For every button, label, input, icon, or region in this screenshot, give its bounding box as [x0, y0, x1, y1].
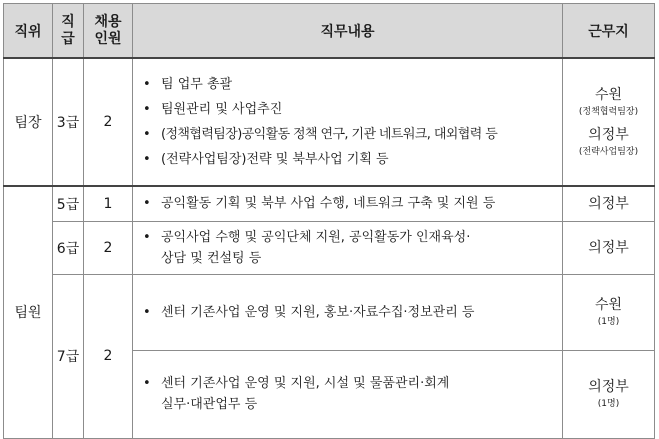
duties-5	[133, 186, 563, 221]
duties-list	[143, 373, 562, 415]
location-name: 의정부	[588, 239, 629, 256]
location-name: 수원	[594, 87, 623, 103]
duties-7b	[133, 350, 563, 438]
location-leader	[563, 58, 655, 186]
count-5: 1	[84, 186, 133, 221]
location-note: (1명)	[597, 317, 620, 327]
header-grade	[53, 4, 84, 59]
header-grade-line2: 급	[61, 30, 75, 47]
location-name: 의정부	[588, 127, 629, 143]
grade-7: 7급	[53, 274, 84, 438]
location-name: 의정부	[588, 195, 629, 212]
list-item	[143, 300, 562, 325]
bullet-icon: •	[143, 196, 151, 212]
location-7b	[563, 350, 655, 438]
table-row-member-5	[4, 186, 655, 221]
grade-6: 6급	[53, 221, 84, 274]
table-row-leader	[4, 58, 655, 186]
header-position: 직위	[4, 4, 53, 59]
table-header-row	[4, 4, 655, 59]
duty-text: 팀 업무 총괄	[161, 77, 233, 92]
header-grade-line1: 직	[61, 13, 75, 30]
location-6	[563, 221, 655, 274]
position-leader: 팀장	[4, 58, 53, 186]
list-item	[143, 373, 562, 415]
list-item	[143, 72, 562, 97]
duties-list	[143, 191, 562, 216]
bullet-icon: •	[143, 102, 151, 117]
location-name: 의정부	[588, 379, 629, 395]
bullet-icon: •	[143, 77, 151, 92]
header-count	[84, 4, 133, 59]
table-row-member-6	[4, 221, 655, 274]
list-item	[143, 191, 562, 216]
bullet-icon: •	[143, 304, 151, 320]
list-item	[143, 227, 562, 269]
location-note: (전략사업팀장)	[578, 147, 639, 157]
duties-6	[133, 221, 563, 274]
location-name: 수원	[594, 297, 623, 313]
location-7a	[563, 274, 655, 350]
duties-list	[143, 72, 562, 172]
duties-7a	[133, 274, 563, 350]
count-7: 2	[84, 274, 133, 438]
duty-text-continued: 실무·대관업무 등	[161, 397, 258, 412]
duties-list	[143, 227, 562, 269]
list-item	[143, 97, 562, 122]
position-member: 팀원	[4, 186, 53, 438]
duty-text: (전략사업팀장)전략 및 북부사업 기획 등	[161, 152, 389, 167]
bullet-icon: •	[143, 127, 151, 142]
count-leader: 2	[84, 58, 133, 186]
location-note: (정책협력팀장)	[578, 107, 639, 117]
header-count-line1: 채용	[94, 13, 122, 30]
bullet-icon: •	[143, 376, 151, 391]
duty-text: 센터 기존사업 운영 및 지원, 홍보·자료수집·정보관리 등	[161, 304, 475, 320]
duty-text-continued: 상담 및 컨설팅 등	[161, 250, 262, 266]
recruitment-table	[3, 3, 655, 439]
duty-text: 센터 기존사업 운영 및 지원, 시설 및 물품관리·회계	[161, 376, 450, 391]
header-location: 근무지	[563, 4, 655, 59]
duty-text: 공익사업 수행 및 공익단체 지원, 공익활동가 인재육성·	[161, 229, 471, 245]
duty-text: (정책협력팀장)공익활동 정책 연구, 기관 네트워크, 대외협력 등	[161, 127, 498, 142]
bullet-icon: •	[143, 152, 151, 167]
grade-leader: 3급	[53, 58, 84, 186]
bullet-icon: •	[143, 229, 151, 245]
duties-list	[143, 300, 562, 325]
location-5	[563, 186, 655, 221]
grade-5: 5급	[53, 186, 84, 221]
list-item	[143, 122, 562, 147]
duty-text: 공익활동 기획 및 북부 사업 수행, 네트워크 구축 및 지원 등	[161, 196, 496, 212]
header-count-line2: 인원	[94, 30, 122, 47]
count-6: 2	[84, 221, 133, 274]
table-row-member-7a	[4, 274, 655, 350]
location-note: (1명)	[597, 399, 620, 409]
list-item	[143, 147, 562, 172]
duty-text: 팀원관리 및 사업추진	[161, 102, 283, 117]
header-duties: 직무내용	[133, 4, 563, 59]
duties-leader	[133, 58, 563, 186]
